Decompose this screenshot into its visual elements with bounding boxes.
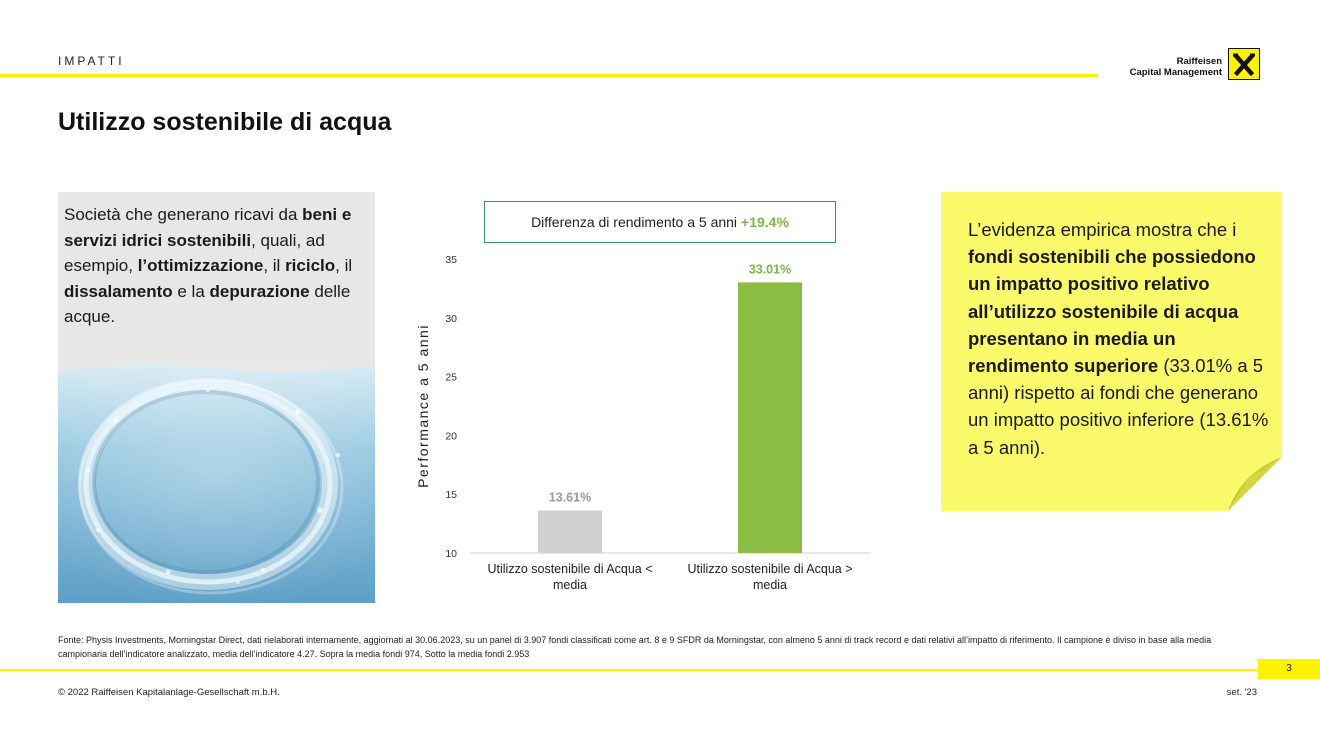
category-label: media bbox=[552, 578, 588, 592]
page-title: Utilizzo sostenibile di acqua bbox=[58, 108, 392, 136]
data-label: 13.61% bbox=[548, 490, 592, 505]
page-number: 3 bbox=[1258, 659, 1320, 679]
y-tick-label: 35 bbox=[445, 254, 457, 266]
description-card bbox=[58, 192, 375, 603]
description-text: Società che generano ricavi da beni e servizi idrici sostenibili, quali, ad esempio, l’ottimizzazione, il riciclo, il dissalamento e la depurazione delle acque. bbox=[64, 205, 353, 326]
bar bbox=[738, 282, 802, 553]
source-footnote: Fonte: Physis Investments, Morningstar Direct, dati rielaborati internamente, aggiornati al 30.06.2023, su un panel di 3.907 fondi classificati come art. 8 e 9 SFDR da Morningstar, con almeno 5 anni di track record e dati relativi all’impatto di riferimento. Il campione è diviso in base alla media campionaria dell’indicatore analizzato, media dell’indicatore 4.27. Sopra la media fondi 974, Sotto la media fondi 2.953 bbox=[58, 635, 1212, 659]
category-label: media bbox=[752, 578, 788, 592]
y-tick-label: 10 bbox=[445, 548, 457, 560]
return-difference-label: Differenza di rendimento a 5 anni bbox=[531, 214, 738, 230]
category-label: Utilizzo sostenibile di Acqua > bbox=[687, 562, 853, 576]
summary-note bbox=[941, 192, 1282, 511]
copyright: © 2022 Raiffeisen Kapitalanlage-Gesellschaft m.b.H. bbox=[58, 687, 280, 698]
data-label: 33.01% bbox=[748, 262, 792, 277]
y-tick-label: 25 bbox=[445, 371, 457, 384]
y-tick-label: 15 bbox=[445, 489, 457, 502]
bar-chart bbox=[410, 195, 890, 605]
logo-line-2: Capital Management bbox=[1129, 67, 1222, 78]
crossed-gables-icon bbox=[1228, 48, 1260, 80]
brand-logo bbox=[1110, 48, 1260, 82]
water-ring-image bbox=[58, 360, 375, 603]
summary-text: L’evidenza empirica mostra che i fondi sostenibili che possiedono un impatto positivo relativo all’utilizzo sostenibile di acqua presentano in media un rendimento superiore (33.01% a 5 anni) rispetto ai fondi che generano un impatto positivo inferiore (13.61% a 5 anni). bbox=[968, 219, 1269, 458]
return-difference-value: +19.4% bbox=[741, 214, 789, 230]
y-tick-label: 30 bbox=[445, 312, 457, 325]
y-axis-title: Performance a 5 anni bbox=[415, 324, 431, 488]
category-label: Utilizzo sostenibile di Acqua < bbox=[487, 562, 653, 576]
logo-line-1: Raiffeisen bbox=[1176, 56, 1222, 67]
bar bbox=[538, 511, 602, 553]
performance-chart bbox=[410, 195, 890, 605]
logo-wordmark bbox=[1130, 56, 1222, 78]
section-label: IMPATTI bbox=[58, 54, 125, 68]
header-divider bbox=[0, 74, 1098, 77]
y-tick-label: 20 bbox=[445, 430, 457, 443]
footer-divider bbox=[0, 669, 1258, 671]
date-label: set. '23 bbox=[1226, 687, 1257, 698]
